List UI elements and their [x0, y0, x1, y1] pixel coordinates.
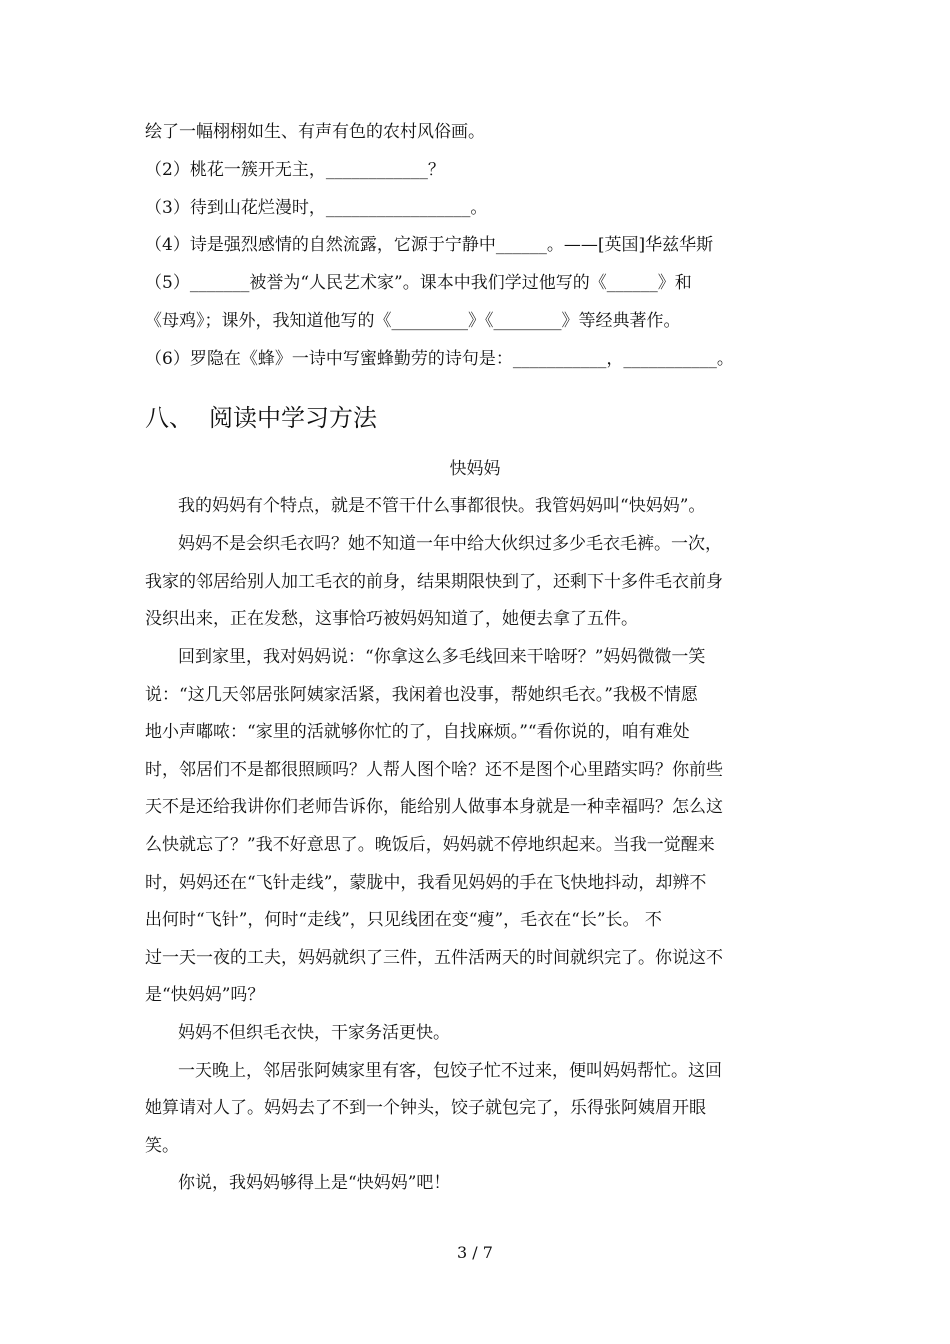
passage-title: 快妈妈 [449, 459, 501, 479]
passage-line: 妈妈不但织毛衣快，干家务活更快。 [178, 1023, 450, 1043]
question-5-continued: 《母鸡》；课外，我知道他写的《_________》《________》等经典著作。 [145, 311, 681, 331]
passage-line: 没织出来，正在发愁，这事恰巧被妈妈知道了，她便去拿了五件。 [145, 609, 638, 629]
passage-line: 你说，我妈妈够得上是“快妈妈”吧！ [178, 1173, 451, 1193]
passage-line: 说：“这几天邻居张阿姨家活紧，我闲着也没事，帮她织毛衣。”我极不情愿 [145, 685, 698, 705]
passage-line: 回到家里，我对妈妈说：“你拿这么多毛线回来干啥呀？”妈妈微微一笑 [178, 647, 706, 667]
passage-line: 我的妈妈有个特点，就是不管干什么事都很快。我管妈妈叫“快妈妈”。 [178, 496, 706, 516]
passage-line: 么快就忘了？”我不好意思了。晚饭后，妈妈就不停地织起来。当我一觉醒来 [145, 835, 715, 855]
passage-line: 过一天一夜的工夫，妈妈就织了三件，五件活两天的时间就织完了。你说这不 [145, 948, 723, 968]
passage-line: 出何时“飞针”，何时“走线”，只见线团在变“瘦”，毛衣在“长”长。 不 [145, 910, 662, 930]
question-6: （6）罗隐在《蜂》一诗中写蜜蜂勤劳的诗句是：___________，___________。 [145, 349, 734, 369]
passage-line: 是“快妈妈”吗？ [145, 985, 265, 1005]
question-5: （5）_______被誉为“人民艺术家”。课本中我们学过他写的《______》和 [145, 273, 692, 293]
page-number: 3 / 7 [457, 1243, 493, 1262]
passage-line: 时，妈妈还在“飞针走线”，蒙胧中，我看见妈妈的手在飞快地抖动，却辨不 [145, 873, 707, 893]
passage-line: 地小声嘟哝：“家里的活就够你忙的了，自找麻烦。”“看你说的，咱有难处 [145, 722, 690, 742]
question-4: （4）诗是强烈感情的自然流露，它源于宁静中______。——[英国]华兹华斯 [145, 235, 714, 255]
question-3: （3）待到山花烂漫时，_________________。 [145, 198, 488, 218]
passage-line: 她算请对人了。妈妈去了不到一个钟头，饺子就包完了，乐得张阿姨眉开眼 [145, 1098, 706, 1118]
section-number: 八、 [145, 404, 193, 432]
passage-line: 天不是还给我讲你们老师告诉你，能给别人做事本身就是一种幸福吗？怎么这 [145, 797, 723, 817]
passage-line: 笑。 [145, 1136, 179, 1156]
intro-line: 绘了一幅栩栩如生、有声有色的农村风俗画。 [145, 122, 485, 142]
question-2: （2）桃花一簇开无主，____________？ [145, 160, 445, 180]
passage-line: 我家的邻居给别人加工毛衣的前身，结果期限快到了，还剩下十多件毛衣前身 [145, 572, 723, 592]
section-title: 阅读中学习方法 [209, 404, 377, 432]
passage-line: 时，邻居们不是都很照顾吗？人帮人图个啥？还不是图个心里踏实吗？你前些 [145, 760, 723, 780]
passage-line: 一天晚上，邻居张阿姨家里有客，包饺子忙不过来，便叫妈妈帮忙。这回 [178, 1061, 722, 1081]
passage-line: 妈妈不是会织毛衣吗？她不知道一年中给大伙织过多少毛衣毛裤。一次， [178, 534, 722, 554]
section-heading [145, 402, 377, 434]
